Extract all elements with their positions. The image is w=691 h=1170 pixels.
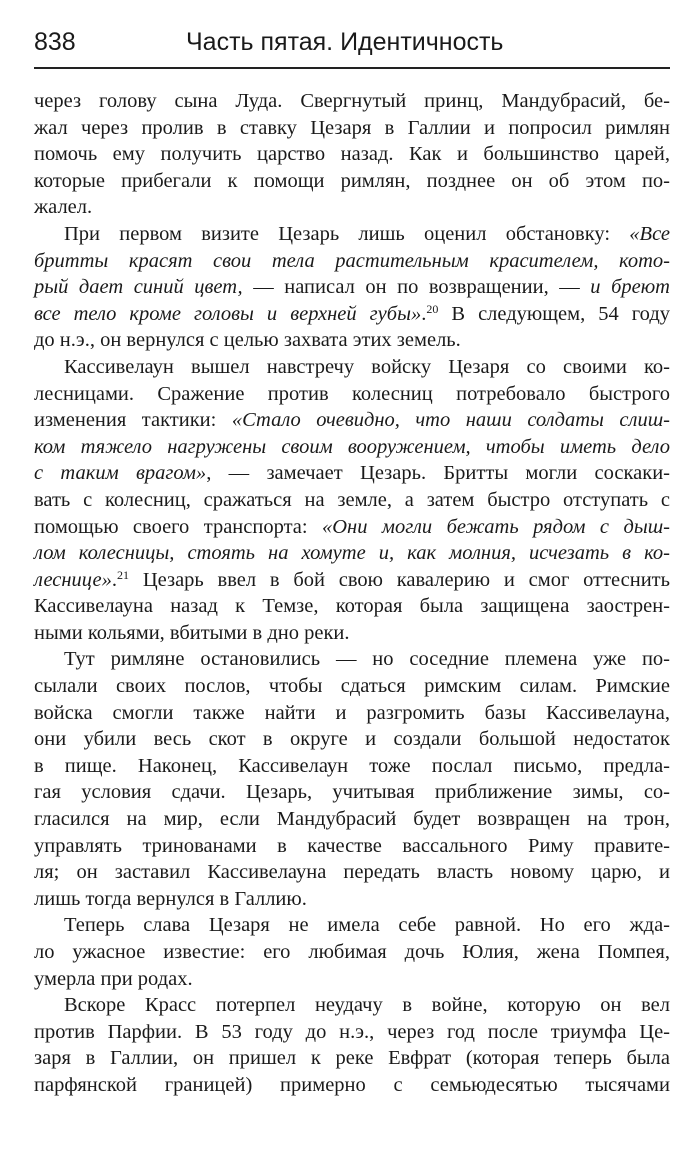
text-line — [34, 248, 670, 275]
text-line: лишь тогда вернулся в Галлию. — [34, 887, 307, 910]
text-line: в пище. Наконец, Кассивелаун тоже послал письмо, предла- — [34, 754, 670, 777]
text-line: умерла при родах. — [34, 967, 193, 990]
text-run: изменения тактики: — [34, 409, 232, 432]
text-run: помощью своего транспорта: — [34, 515, 322, 538]
page-number: 838 — [34, 28, 76, 56]
text-line: до н.э., он вернулся с целью захвата этих земель. — [34, 329, 461, 352]
footnote-ref: 20 — [426, 301, 439, 316]
text-line: парфянской границей) примерно с семьюдесятью тысячами — [34, 1073, 670, 1096]
quote-run: «Стало очевидно, что наши солдаты слиш- — [231, 409, 670, 432]
text-line — [34, 567, 670, 594]
text-line: ными кольями, вбитыми в дно реки. — [34, 621, 350, 644]
text-line: которые прибегали к помощи римлян, позднее он об этом по- — [34, 169, 670, 192]
text-line: сылали своих послов, чтобы сдаться римским силам. Римские — [34, 675, 670, 698]
paragraph — [34, 912, 670, 992]
text-line — [34, 274, 670, 301]
paragraph — [34, 354, 670, 647]
paragraph — [34, 88, 670, 221]
quote-run: «Они могли бежать рядом с дыш- — [322, 515, 671, 538]
text-run: . — [111, 568, 118, 591]
text-line — [34, 540, 670, 567]
quote-run: бритты красят свои тела растительным красителем, кото- — [34, 249, 670, 272]
text-line: войска смогли также найти и разгромить базы Кассивелауна, — [34, 701, 670, 724]
quote-run: «Все — [629, 222, 670, 245]
text-line — [34, 221, 670, 248]
text-line: ля; он заставил Кассивелауна передать власть новому царю, и — [34, 861, 670, 884]
text-line: заря в Галлии, он пришел к реке Евфрат (которая теперь была — [34, 1047, 670, 1070]
quote-run: лом колесницы, стоять на хомуте и, как молния, исчезать в ко- — [34, 542, 670, 565]
text-line: Кассивелауна назад к Темзе, которая была защищена заострен- — [34, 595, 670, 618]
text-line — [34, 434, 670, 461]
text-line: они убили весь скот в округе и создали большой недостаток — [34, 728, 670, 751]
text-line: гая условия сдачи. Цезарь, учитывая приближение зимы, со- — [34, 781, 670, 804]
text-line: ло ужасное известие: его любимая дочь Юлия, жена Помпея, — [34, 941, 670, 963]
quote-run: с таким врагом» — [34, 462, 207, 485]
quote-run: ком тяжело нагружены своим вооружением, чтобы иметь дело — [34, 435, 670, 458]
text-line: Кассивелаун вышел навстречу войску Цезаря со своими ко- — [64, 355, 670, 378]
text-run: При первом визите Цезарь лишь оценил обстановку: — [64, 222, 630, 245]
text-run: В следующем, 54 году — [438, 302, 670, 325]
running-title: Часть пятая. Идентичность — [186, 28, 504, 56]
text-line: вать с колесниц, сражаться на земле, а затем быстро отступать с — [34, 488, 670, 511]
running-head — [34, 24, 670, 60]
text-line: помочь ему получить царство назад. Как и большинство царей, — [34, 143, 670, 166]
text-line: Теперь слава Цезаря не имела себе равной. Но его жда- — [64, 914, 670, 937]
body-text — [34, 88, 670, 1099]
text-line: лесницами. Сражение против колесниц потребовало быстрого — [34, 382, 670, 405]
header-rule — [34, 67, 670, 69]
footnote-ref: 21 — [117, 567, 130, 582]
quote-run: все тело кроме головы и верхней губы» — [34, 302, 422, 325]
quote-run: и бреют — [590, 276, 670, 299]
quote-run: рый дает синий цвет, — [34, 276, 243, 299]
quote-run: леснице» — [34, 568, 112, 591]
text-run: — написал он по возвращении, — — [242, 276, 591, 299]
text-line: жал через пролив в ставку Цезаря в Галлии и попросил римлян — [34, 116, 670, 139]
text-line — [34, 514, 670, 541]
paragraph — [34, 992, 670, 1098]
text-line: управлять тринованами в качестве вассального Риму правите- — [34, 834, 670, 857]
text-line: через голову сына Луда. Свергнутый принц, Мандубрасий, бе- — [34, 90, 670, 112]
text-line: Вскоре Красс потерпел неудачу в войне, которую он вел — [64, 994, 670, 1017]
text-line — [34, 301, 670, 328]
paragraph — [34, 221, 670, 354]
text-run: . — [421, 302, 427, 325]
text-line: Тут римляне остановились — но соседние племена уже по- — [64, 648, 670, 671]
text-line: гласился на мир, если Мандубрасий будет возвращен на трон, — [34, 808, 670, 831]
text-line: против Парфии. В 53 году до н.э., через год после триумфа Це- — [34, 1020, 670, 1043]
text-line — [34, 407, 670, 434]
text-line — [34, 460, 670, 487]
paragraph — [34, 646, 670, 912]
text-line: жалел. — [34, 196, 93, 219]
text-run: Цезарь ввел в бой свою кавалерию и смог оттеснить — [129, 568, 670, 591]
text-run: , — замечает Цезарь. Бритты могли соскаки- — [206, 462, 670, 485]
